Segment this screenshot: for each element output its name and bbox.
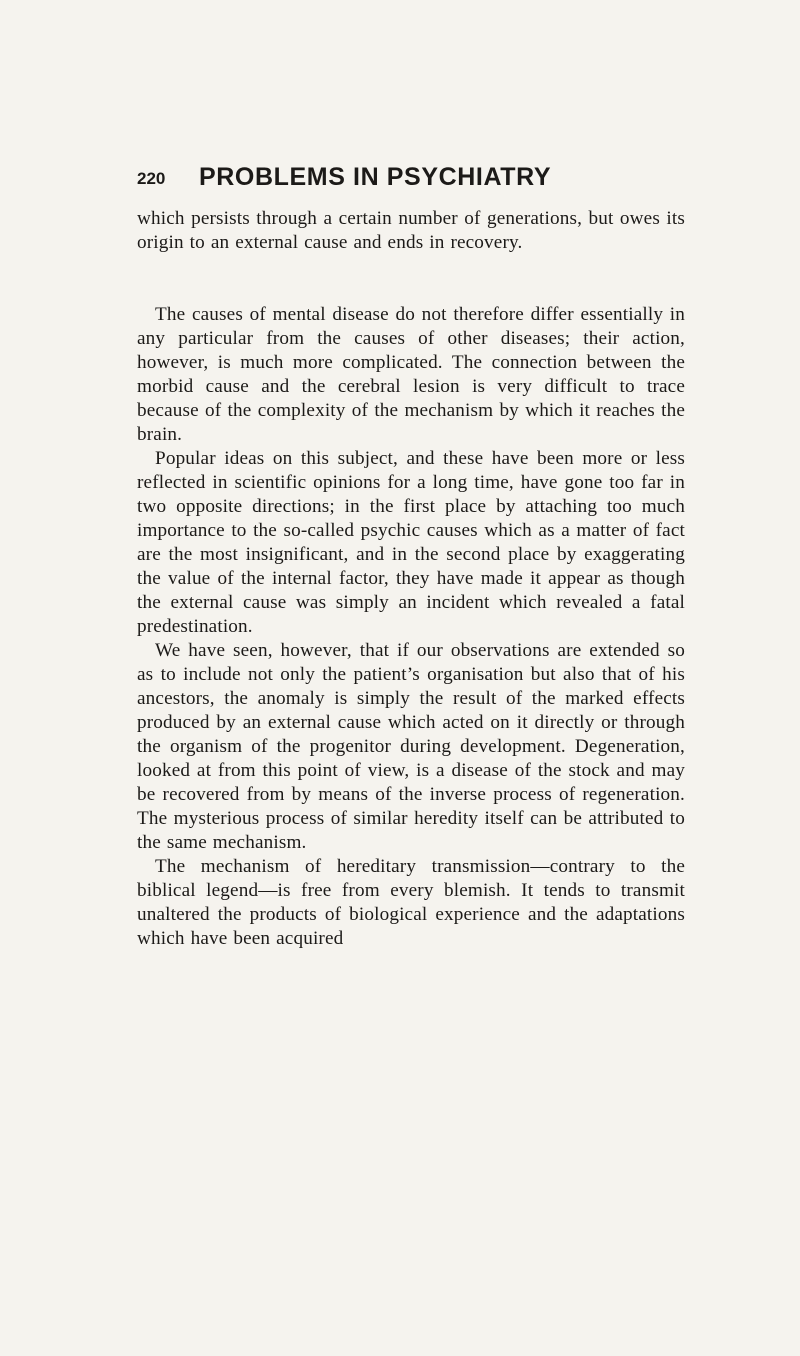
body-text [137, 207, 685, 951]
running-title: PROBLEMS IN PSYCHIATRY [199, 163, 552, 191]
running-head [137, 163, 617, 193]
page-number: 220 [137, 169, 166, 188]
paragraph: The mechanism of hereditary transmission—contrary to the biblical legend—is free from every blemish. It tends to transmit unaltered the products of biological experience and the adaptations which have been acquired [137, 856, 685, 949]
section-break [137, 255, 685, 303]
paragraph: The causes of mental disease do not therefore differ essentially in any particular from the causes of other diseases; their action, however, is much more complicated. The connection between the morbid cause and the cerebral lesion is very difficult to trace because of the complexity of the mechanism by which it reaches the brain. [137, 304, 685, 445]
paragraph: We have seen, however, that if our observations are extended so as to include not only the patient’s organisation but also that of his ancestors, the anomaly is simply the result of the marked effects produced by an external cause which acted on it directly or through the organism of the progenitor during development. Degeneration, looked at from this point of view, is a disease of the stock and may be recovered from by means of the inverse process of regeneration. The mysterious process of similar heredity itself can be attributed to the same mechanism. [137, 640, 685, 853]
paragraph-continuation: which persists through a certain number of generations, but owes its origin to an external cause and ends in recovery. [137, 208, 685, 253]
paragraph: Popular ideas on this subject, and these have been more or less reflected in scientific opinions for a long time, have gone too far in two opposite directions; in the first place by attaching too much importance to the so-called psychic causes which as a matter of fact are the most insignificant, and in the second place by exaggerating the value of the internal factor, they have made it appear as though the external cause was simply an incident which revealed a fatal predestination. [137, 448, 685, 637]
